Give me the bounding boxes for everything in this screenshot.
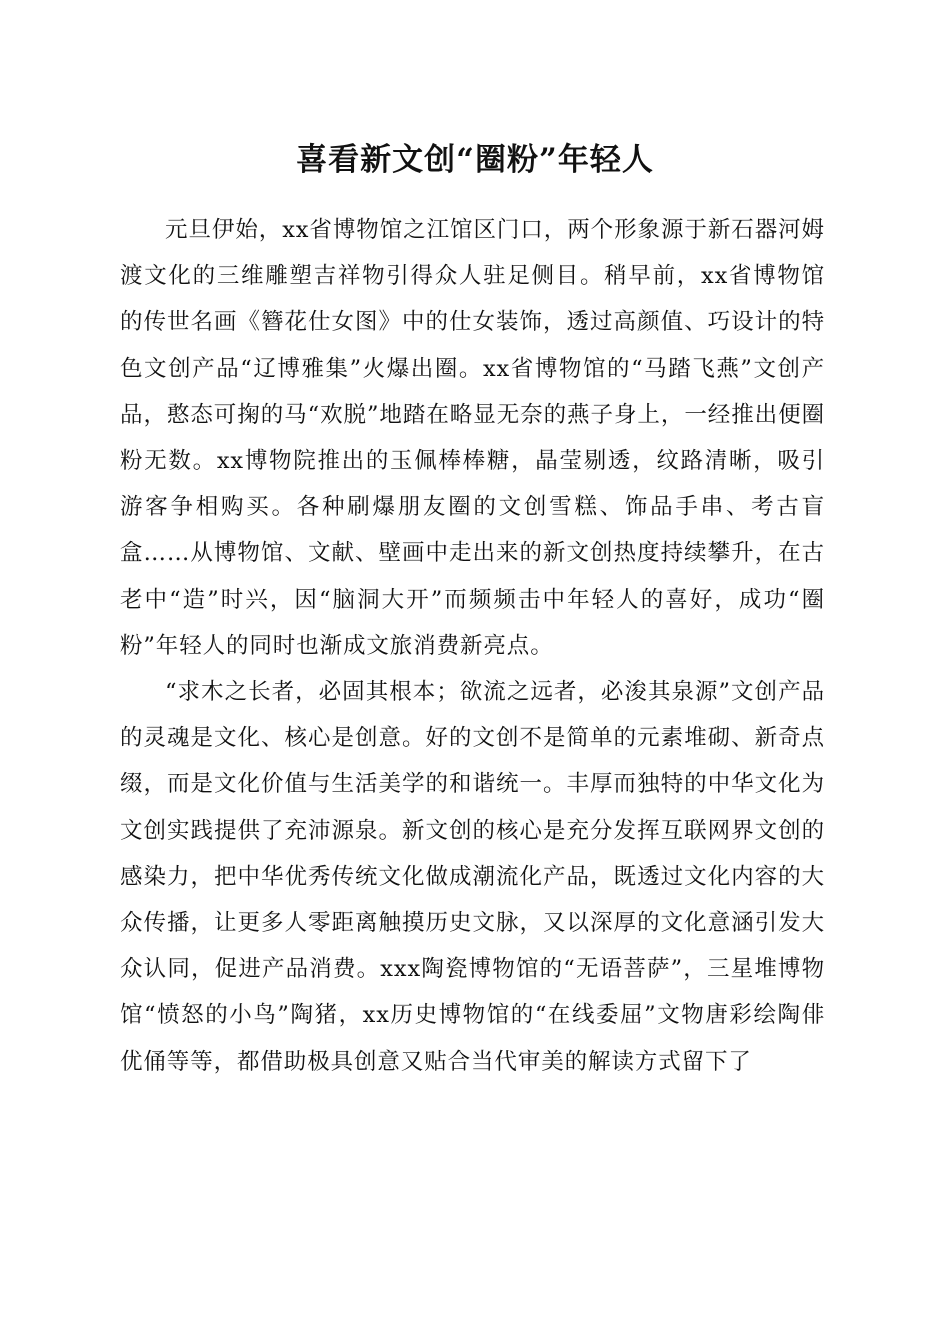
document-title: 喜看新文创“圈粉”年轻人: [296, 142, 654, 178]
document-body: [120, 207, 825, 1085]
paragraph-2: “求木之长者，必固其根本；欲流之远者，必浚其泉源”文创产品的灵魂是文化、核心是创意。好的文创不是简单的元素堆砌、新奇点缀，而是文化价值与生活美学的和谐统一。丰厚而独特的中华文化为文创实践提供了充沛源泉。新文创的核心是充分发挥互联网界文创的感染力，把中华优秀传统文化做成潮流化产品，既透过文化内容的大众传播，让更多人零距离触摸历史文脉，又以深厚的文化意涵引发大众认同，促进产品消费。xxx陶瓷博物馆的“无语菩萨”，三星堆博物馆“愤怒的小鸟”陶猪，xx历史博物馆的“在线委屈”文物唐彩绘陶俳优俑等等，都借助极具创意又贴合当代审美的解读方式留下了: [120, 679, 825, 1075]
paragraph-1: 元旦伊始，xx省博物馆之江馆区门口，两个形象源于新石器河姆渡文化的三维雕塑吉祥物引得众人驻足侧目。稍早前，xx省博物馆的传世名画《簪花仕女图》中的仕女装饰，透过高颜值、巧设计的特色文创产品“辽博雅集”火爆出圈。xx省博物馆的“马踏飞燕”文创产品，憨态可掬的马“欢脱”地踏在略显无奈的燕子身上，一经推出便圈粉无数。xx博物院推出的玉佩棒棒糖，晶莹剔透，纹路清晰，吸引游客争相购买。各种刷爆朋友圈的文创雪糕、饰品手串、考古盲盒……从博物馆、文献、壁画中走出来的新文创热度持续攀升，在古老中“造”时兴，因“脑洞大开”而频频击中年轻人的喜好，成功“圈粉”年轻人的同时也渐成文旅消费新亮点。: [120, 217, 825, 659]
